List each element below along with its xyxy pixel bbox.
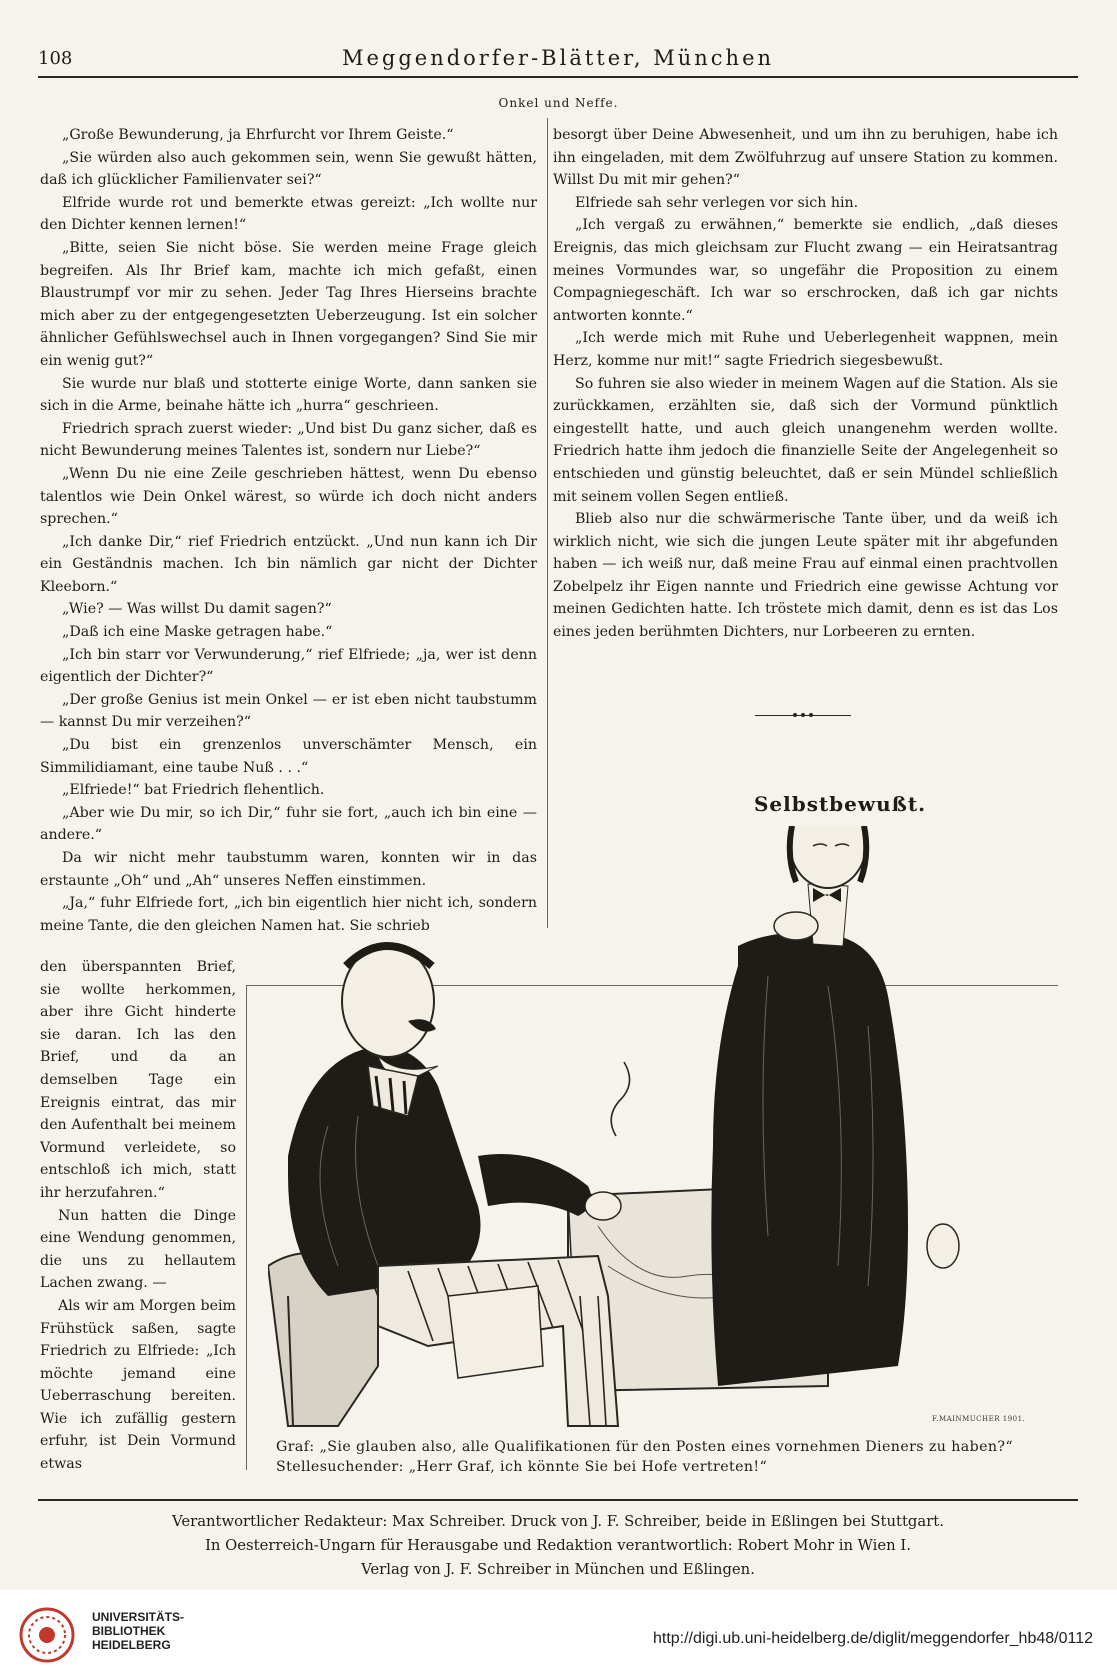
imprint: [38, 1510, 1078, 1582]
left-column: [40, 124, 537, 937]
paragraph: „Ich werde mich mit Ruhe und Ueberlegenheit wappnen, mein Herz, komme nur mit!“ sagte Friedrich siegesbewußt.: [553, 330, 1058, 369]
paragraph: „Elfriede!“ bat Friedrich flehentlich.: [62, 782, 325, 799]
caption-line-graf: [276, 1437, 1076, 1457]
journal-title: Meggendorfer-Blätter, München: [341, 46, 775, 70]
speaker-stellesuchender: Stellesuchender:: [276, 1459, 404, 1475]
library-name-line: UNIVERSITÄTS-: [92, 1610, 185, 1624]
imprint-line: In Oesterreich-Ungarn für Herausgabe und Redaktion verantwortlich: Robert Mohr in Wien I.: [205, 1537, 911, 1554]
paragraph: den überspannten Brief, sie wollte herkommen, aber ihre Gicht hinderte sie daran. Ich las den Brief, und da an demselben Tage ein Ereignis eintrat, das mir den Aufenthalt bei meinem Vormund verleidete, so entschloß ich mich, statt ihr herzufahren.“: [40, 959, 236, 1201]
paragraph: „Ja,“ fuhr Elfriede fort, „ich bin eigentlich hier nicht ich, sondern meine Tante, die den gleichen Namen hat. Sie schrieb: [40, 895, 537, 934]
paragraph: Blieb also nur die schwärmerische Tante über, und da weiß ich wirklich nicht, wie sich die jungen Leute später mit ihr abgefunden haben — ich weiß nur, daß meine Frau auf einmal einen prachtvollen Zobelpelz ihr Eigen nannte und Friedrich eine gewisse Achtung vor meinen Gedichten hatte. Ich tröstete mich damit, denn es ist das Los eines jeden berühmten Dichters, nur Lorbeeren zu ernten.: [553, 511, 1058, 641]
paragraph: „Bitte, seien Sie nicht böse. Sie werden meine Frage gleich begreifen. Als Ihr Brief kam, machte ich mich gefaßt, einen Blaustrumpf vor mir zu sehen. Jeder Tag Ihres Hierseins brachte mich aber zu der entgegengesetzten Ueberzeugung. Ist ein solcher ähnlicher Gefühlswechsel auch in Ihnen vorgegangen? Sind Sie mir ein wenig gut?“: [40, 239, 537, 369]
page-header: [38, 46, 1078, 72]
imprint-rule: [38, 1499, 1078, 1501]
paragraph: besorgt über Deine Abwesenheit, und um ihn zu beruhigen, habe ich ihn eingeladen, mit dem Zwölfuhrzug auf unsere Station zu kommen. Willst Du mit mir gehen?“: [553, 127, 1058, 189]
page-number: 108: [38, 48, 73, 69]
paragraph: „Ich bin starr vor Verwunderung,“ rief Elfriede; „ja, wer ist denn eigentlich der Dichter?“: [40, 646, 537, 686]
paragraph: Sie wurde nur blaß und stotterte einige Worte, dann sanken sie sich in die Arme, beinahe hätte ich „hurra“ geschrieen.: [40, 375, 537, 415]
paragraph: Als wir am Morgen beim Frühstück saßen, sagte Friedrich zu Elfriede: „Ich möchte jemand eine Ueberraschung bereiten. Wie ich zufällig gestern erfuhr, ist Dein Vormund etwas: [40, 1297, 236, 1473]
imprint-line: Verlag von J. F. Schreiber in München und Eßlingen.: [361, 1561, 755, 1578]
paragraph: Nun hatten die Dinge eine Wendung genommen, die uns zu hellautem Lachen zwang. —: [40, 1207, 236, 1292]
paragraph: „Du bist ein grenzenlos unverschämter Mensch, ein Simmilidiamant, eine taube Nuß . . .“: [40, 737, 537, 776]
paragraph: „Wenn Du nie eine Zeile geschrieben hättest, wenn Du ebenso talentlos wie Dein Onkel wärest, so würde ich doch nicht anders sprechen.“: [40, 465, 537, 528]
cartoon-title: Selbstbewußt.: [753, 792, 927, 816]
paragraph: „Große Bewunderung, ja Ehrfurcht vor Ihrem Geiste.“: [62, 127, 454, 143]
paragraph: „Sie würden also auch gekommen sein, wenn Sie gewußt hätten, daß ich glücklicher Familienvater sei?“: [40, 149, 537, 189]
paragraph: „Ich vergaß zu erwähnen,“ bemerkte sie endlich, „daß dieses Ereignis, das mich gleichsam zur Flucht zwang — ein Heiratsantrag meines Vormundes war, so ungefähr die Proposition zu einem Compagniegeschäft. Ich war so erschrocken, daß ich gar nichts antworten konnte.“: [553, 217, 1058, 324]
university-seal-icon: [10, 1604, 84, 1666]
caption-text: „Sie glauben also, alle Qualifikationen für den Posten eines vornehmen Dieners zu haben?“: [319, 1439, 1014, 1455]
source-url-link[interactable]: http://digi.ub.uni-heidelberg.de/diglit/meggendorfer_hb48/0112: [652, 1630, 1093, 1647]
story-title: Onkel und Neffe.: [498, 96, 619, 110]
narrow-column: [40, 956, 236, 1476]
caption-text: „Herr Graf, ich könnte Sie bei Hofe vertreten!“: [408, 1459, 768, 1475]
paragraph: Elfride wurde rot und bemerkte etwas gereizt: „Ich wollte nur den Dichter kennen lernen!“: [40, 194, 537, 234]
library-name-line: HEIDELBERG: [92, 1638, 171, 1652]
artist-signature: F.MAINMUCHER 1901.: [932, 1415, 1026, 1423]
speaker-graf: Graf:: [276, 1439, 315, 1455]
paragraph: So fuhren sie also wieder in meinem Wagen auf die Station. Als sie zurückkamen, erzählten sie, daß sich der Vormund pünktlich eingestellt hatte, und auch gleich unangenehm werden wollte. Friedrich hatte ihm jedoch die finanzielle Seite der Angelegenheit so entschieden und günstig beleuchtet, daß er sein Mündel schließlich mit seinem vollen Segen entließ.: [553, 375, 1058, 505]
cartoon-illustration: [268, 826, 988, 1430]
right-column: [553, 124, 1058, 644]
paragraph: Friedrich sprach zuerst wieder: „Und bist Du ganz sicher, daß es nicht Bewunderung meines Talentes ist, sondern nur Liebe?“: [40, 420, 537, 460]
imprint-line: Verantwortlicher Redakteur: Max Schreiber. Druck von J. F. Schreiber, beide in Eßlingen bei Stuttgart.: [172, 1513, 944, 1530]
paragraph: „Ich danke Dir,“ rief Friedrich entzückt. „Und nun kann ich Dir ein Geständnis machen. Ich bin nämlich gar nicht der Dichter Kleeborn.“: [40, 533, 537, 595]
column-separator: [547, 118, 548, 928]
paragraph: „Daß ich eine Maske getragen habe.“: [62, 624, 333, 641]
paragraph: Da wir nicht mehr taubstumm waren, konnten wir in das erstaunte „Oh“ und „Ah“ unseres Neffen einstimmen.: [40, 850, 537, 889]
paragraph: „Der große Genius ist mein Onkel — er ist eben nicht taubstumm — kannst Du mir verzeihen?“: [40, 691, 537, 731]
paragraph: Elfriede sah sehr verlegen vor sich hin.: [575, 194, 859, 211]
paragraph: „Aber wie Du mir, so ich Dir,“ fuhr sie fort, „auch ich bin eine — andere.“: [40, 804, 537, 844]
paragraph: „Wie? — Was willst Du damit sagen?“: [62, 601, 332, 618]
cartoon-caption: [276, 1437, 1076, 1477]
library-footer: [0, 1590, 1117, 1679]
library-name: [92, 1610, 184, 1652]
library-name-line: BIBLIOTHEK: [92, 1624, 166, 1638]
header-rule: [38, 76, 1078, 78]
caption-line-stellesuchender: [276, 1457, 1076, 1477]
illustration-frame-left: [246, 985, 247, 1470]
